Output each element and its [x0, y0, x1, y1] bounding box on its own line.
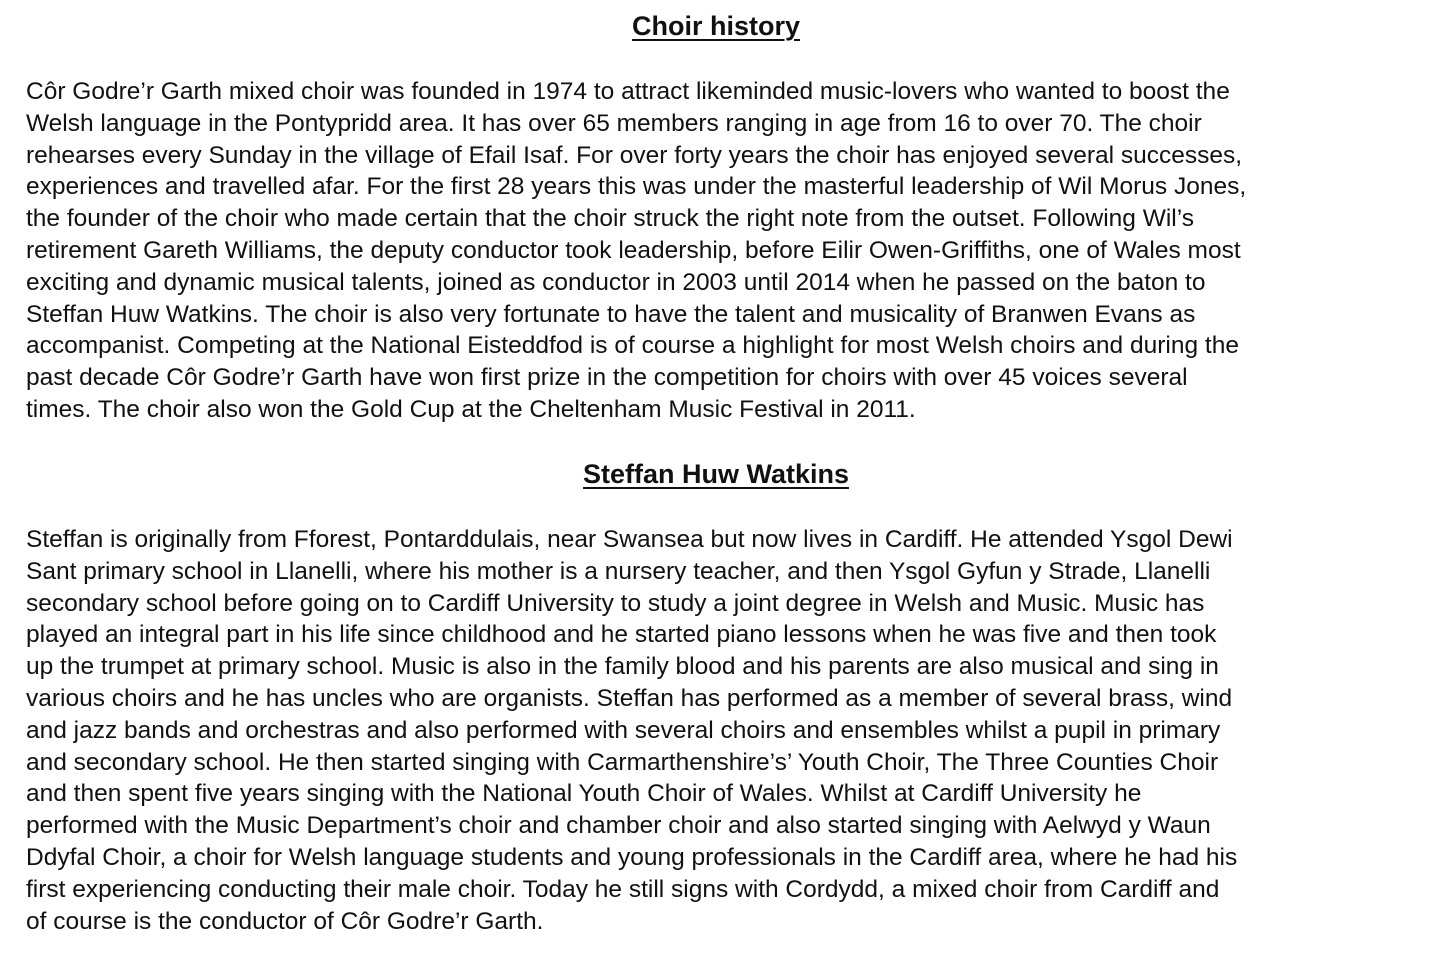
text-line: times. The choir also won the Gold Cup at the Cheltenham Music Festival in 2011. — [26, 395, 916, 423]
text-line: first experiencing conducting their male choir. Today he still signs with Cordydd, a mixed choir from Cardiff and — [26, 875, 1220, 903]
text-line: up the trumpet at primary school. Music is also in the family blood and his parents are also musical and sing in — [26, 653, 1219, 681]
text-line: performed with the Music Department’s choir and chamber choir and also started singing with Aelwyd y Waun — [26, 812, 1211, 840]
text-line: played an integral part in his life since childhood and he started piano lessons when he was five and then took — [26, 621, 1217, 649]
text-line: rehearses every Sunday in the village of Efail Isaf. For over forty years the choir has enjoyed several successes, — [26, 141, 1243, 169]
text-line: the founder of the choir who made certain that the choir struck the right note from the outset. Following Wil’s — [26, 205, 1194, 233]
section-heading-choir-history: Choir history — [631, 11, 800, 41]
text-line: Welsh language in the Pontypridd area. It has over 65 members ranging in age from 16 to over 70. The choir — [26, 109, 1202, 137]
text-line: Steffan Huw Watkins. The choir is also very fortunate to have the talent and musicality of Branwen Evans as — [26, 300, 1196, 328]
text-line: and then spent five years singing with the National Youth Choir of Wales. Whilst at Cardiff University he — [26, 780, 1142, 808]
text-line: accompanist. Competing at the National Eisteddfod is of course a highlight for most Welsh choirs and during the — [26, 332, 1239, 360]
paragraph-choir-history — [26, 76, 1416, 426]
text-line: various choirs and he has uncles who are organists. Steffan has performed as a member of several brass, wind — [26, 684, 1233, 712]
text-line: exciting and dynamic musical talents, joined as conductor in 2003 until 2014 when he passed on the baton to — [26, 268, 1206, 296]
paragraph-steffan-huw-watkins — [26, 524, 1416, 937]
text-line: of course is the conductor of Côr Godre’r Garth. — [26, 907, 544, 935]
text-line: and secondary school. He then started singing with Carmarthenshire’s’ Youth Choir, The Three Counties Choir — [26, 748, 1219, 776]
text-line: Ddyfal Choir, a choir for Welsh language students and young professionals in the Cardiff area, where he had his — [26, 843, 1238, 871]
text-line: Sant primary school in Llanelli, where his mother is a nursery teacher, and then Ysgol Gyfun y Strade, Llanelli — [26, 557, 1211, 585]
text-line: Côr Godre’r Garth mixed choir was founded in 1974 to attract likeminded music-lovers who wanted to boost the — [26, 78, 1230, 105]
text-line: and jazz bands and orchestras and also performed with several choirs and ensembles whilst a pupil in primary — [26, 716, 1221, 744]
text-line: Steffan is originally from Fforest, Pontarddulais, near Swansea but now lives in Cardiff. He attended Ysgol Dewi — [26, 526, 1233, 553]
text-line: experiences and travelled afar. For the first 28 years this was under the masterful leadership of Wil Morus Jones, — [26, 173, 1247, 201]
section-heading-steffan-huw-watkins: Steffan Huw Watkins — [582, 459, 850, 489]
text-line: past decade Côr Godre’r Garth have won first prize in the competition for choirs with over 45 voices several — [26, 364, 1188, 392]
text-line: retirement Gareth Williams, the deputy conductor took leadership, before Eilir Owen-Griffiths, one of Wales most — [26, 236, 1241, 264]
text-line: secondary school before going on to Cardiff University to study a joint degree in Welsh and Music. Music has — [26, 589, 1205, 617]
